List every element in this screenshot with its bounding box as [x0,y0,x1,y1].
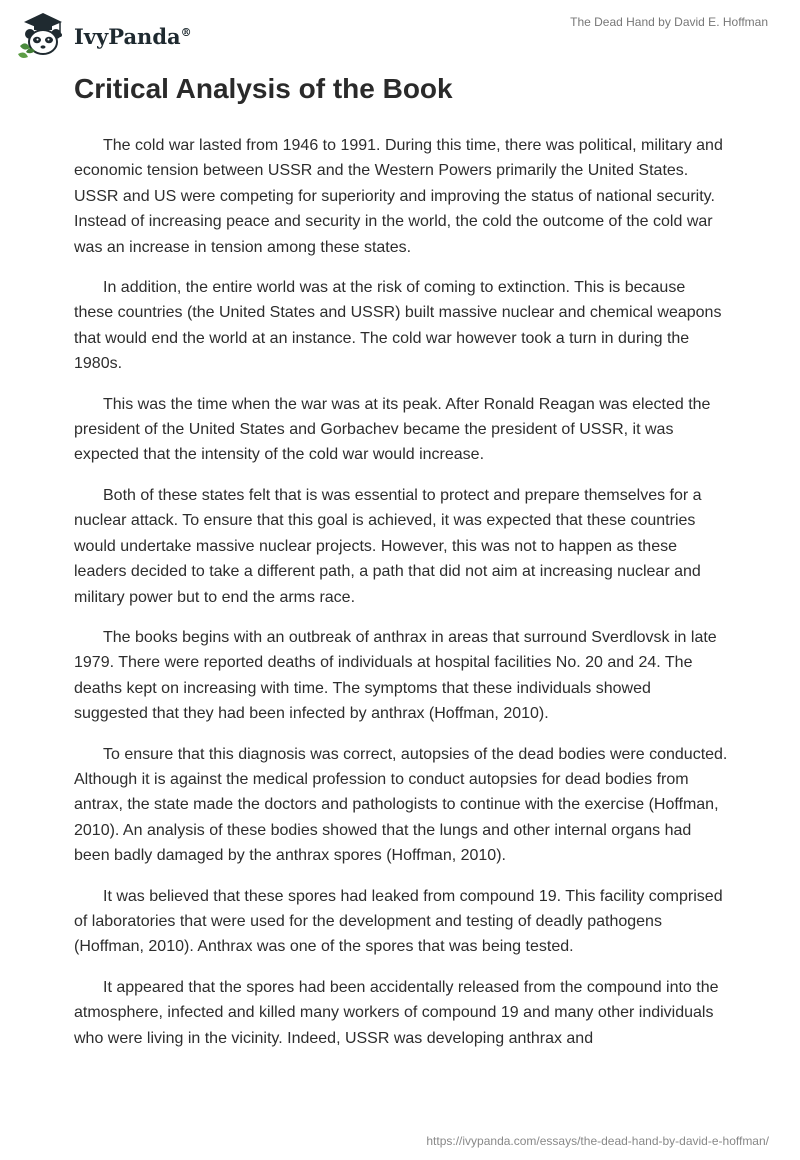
paragraph: The books begins with an outbreak of anthrax in areas that surround Sverdlovsk in late 1979. There were reported deaths of individuals at hospital facilities No. 20 and 24. The deaths kept on increasing with time. The symptoms that these individuals showed suggested that they had been infected by anthrax (Hoffman, 2010). [74,628,717,723]
paragraph: Both of these states felt that is was essential to protect and prepare themselves for a nuclear attack. To ensure that this goal is achieved, it was expected that these countries would undertake massive nuclear projects. However, this was not to happen as these leaders decided to take a different path, a path that did not aim at increasing nuclear and military power but to end the arms race. [74,486,702,606]
paragraph: To ensure that this diagnosis was correct, autopsies of the dead bodies were conducted. Although it is against the medical profession to conduct autopsies for dead bodies from antrax, the state made the doctors and pathologists to continue with the exercise (Hoffman, 2010). An analysis of these bodies showed that the lungs and other internal organs had been badly damaged by the anthrax spores (Hoffman, 2010). [74,745,728,865]
document-title: The Dead Hand by David E. Hoffman [570,15,768,29]
panda-graduation-cap-icon [14,8,72,60]
paragraph: This was the time when the war was at its peak. After Ronald Reagan was elected the president of the United States and Gorbachev became the president of USSR, it was expected that the intensity of the cold war would increase. [74,395,711,464]
source-url[interactable]: https://ivypanda.com/essays/the-dead-hand-by-david-e-hoffman/ [426,1134,769,1148]
page-title: Critical Analysis of the Book [74,73,453,104]
brand-name: IvyPanda® [74,23,192,49]
paragraph: In addition, the entire world was at the risk of coming to extinction. This is because these countries (the United States and USSR) built massive nuclear and chemical weapons that would end the world at an instance. The cold war however took a turn in during the 1980s. [74,279,722,373]
ivypanda-logo[interactable] [14,8,192,60]
paragraph: The cold war lasted from 1946 to 1991. During this time, there was political, military and economic tension between USSR and the Western Powers primarily the United States. USSR and US were competing for superiority and improving the status of national security. Instead of increasing peace and security in the world, the cold the outcome of the cold war was an increase in tension among these states. [74,137,723,256]
paragraph: It appeared that the spores had been accidentally released from the compound into the atmosphere, infected and killed many workers of compound 19 and many other individuals who were living in the vicinity. Indeed, USSR was developing anthrax and [74,978,719,1047]
paragraph: It was believed that these spores had leaked from compound 19. This facility comprised of laboratories that were used for the development and testing of deadly pathogens (Hoffman, 2010). Anthrax was one of the spores that was being tested. [74,887,723,956]
page-header [0,0,800,66]
article-body [74,133,728,1066]
